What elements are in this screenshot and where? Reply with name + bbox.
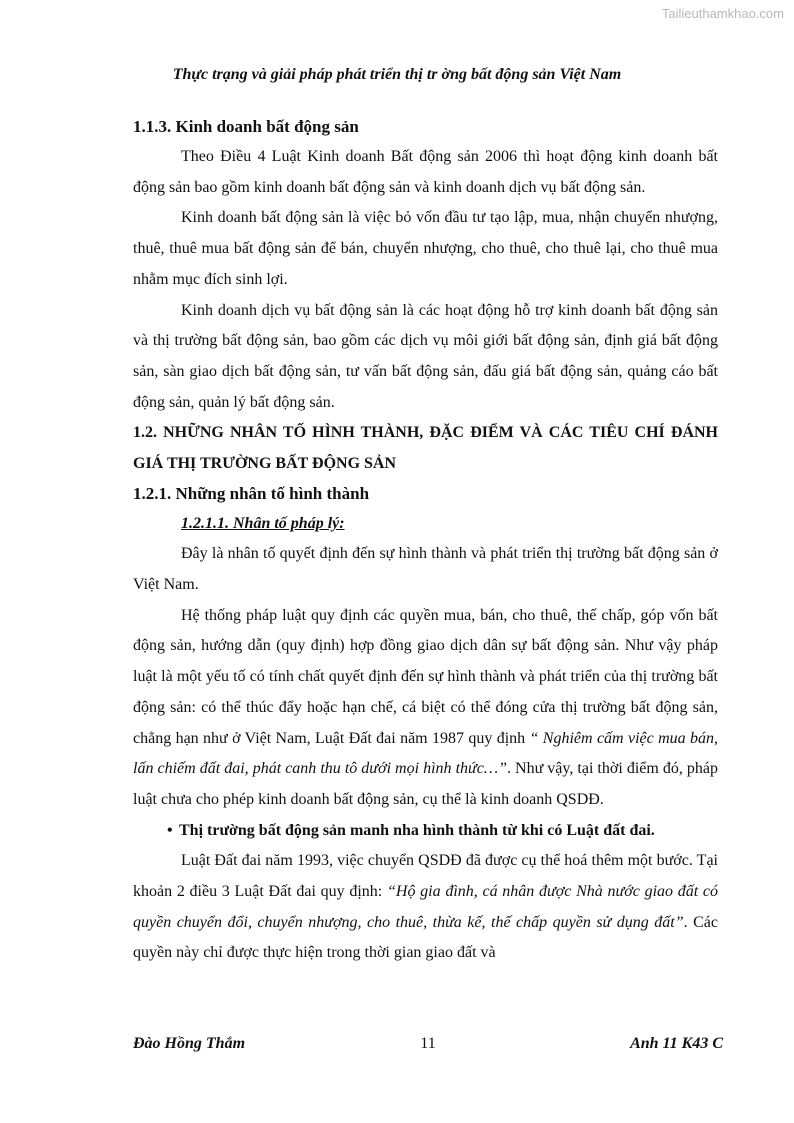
section-heading-1-2-1-1: 1.2.1.1. Nhân tố pháp lý: [181, 515, 345, 533]
page-footer [133, 1035, 723, 1059]
legal-quote: “ Nghiêm cấm việc mua bán, lấn chiếm đất đai, phát canh thu tô dưới mọi hình thức…” [133, 729, 719, 778]
footer-class: Anh 11 K43 C [630, 1035, 723, 1052]
legal-quote: “Hộ gia đình, cá nhân được Nhà nước giao đất có quyền chuyển đổi, chuyển nhượng, cho thuê, thừa kế, thế chấp quyền sử dụng đất” [133, 883, 719, 931]
paragraph-text: . Như vậy, tại thời điểm đó, pháp luật chưa cho phép kinh doanh bất động sản, cụ thể là kinh doanh QSDĐ. [133, 760, 718, 808]
footer-author: Đào Hồng Thắm [133, 1035, 246, 1052]
bullet-item [133, 816, 718, 847]
document-body [133, 112, 718, 969]
bullet-icon: • [167, 821, 173, 839]
page-number: 11 [420, 1035, 436, 1052]
paragraph-text: . Các quyền này chỉ được thực hiện trong thời gian giao đất và [133, 913, 718, 962]
paragraph [133, 601, 718, 816]
running-header: Thực trạng và giải pháp phát triển thị tr ờng bất động sản Việt Nam [172, 66, 622, 83]
paragraph: Kinh doanh bất động sản là việc bỏ vốn đầu tư tạo lập, mua, nhận chuyển nhượng, thuê, thuê mua bất động sản để bán, chuyển nhượng, cho thuê, cho thuê lại, cho thuê mua nhằm mục đích sinh lợi. [133, 209, 718, 288]
bullet-text: Thị trường bất động sản manh nha hình thành từ khi có Luật đất đai. [179, 821, 655, 839]
section-heading-1-1-3: 1.1.3. Kinh doanh bất động sản [133, 117, 359, 136]
paragraph-text: Hệ thống pháp luật quy định các quyền mua, bán, cho thuê, thế chấp, góp vốn bất động sản, hướng dẫn (quy định) hợp đồng giao dịch dân sự bất động sản. Như vậy pháp luật là một yếu tố có tính chất quyết định đến sự hình thành và phát triển của thị trường bất động sản: có thể thúc đẩy hoặc hạn chế, cá biệt có thể đóng cửa thị trường bất động sản, chẳng hạn như ở Việt Nam, Luật Đất đai năm 1987 quy định [133, 606, 718, 747]
section-heading-1-2: 1.2. NHỮNG NHÂN TỐ HÌNH THÀNH, ĐẶC ĐIỂM VÀ CÁC TIÊU CHÍ ĐÁNH GIÁ THỊ TRƯỜNG BẤT ĐỘNG SẢN [133, 424, 718, 472]
paragraph: Theo Điều 4 Luật Kinh doanh Bất động sản 2006 thì hoạt động kinh doanh bất động sản bao gồm kinh doanh bất động sản và kinh doanh dịch vụ bất động sản. [133, 148, 718, 196]
paragraph [133, 846, 718, 969]
paragraph-text: Luật Đất đai năm 1993, việc chuyển QSDĐ đã được cụ thể hoá thêm một bước. Tại khoản 2 điều 3 Luật Đất đai quy định: [133, 852, 718, 901]
paragraph: Đây là nhân tố quyết định đến sự hình thành và phát triển thị trường bất động sản ở Việt Nam. [133, 545, 718, 594]
paragraph: Kinh doanh dịch vụ bất động sản là các hoạt động hỗ trợ kinh doanh bất động sản và thị trường bất động sản, bao gồm các dịch vụ môi giới bất động sản, định giá bất động sản, sàn giao dịch bất động sản, tư vấn bất động sản, đấu giá bất động sản, quảng cáo bất động sản, quản lý bất động sản. [133, 301, 718, 411]
watermark: Tailieuthamkhao.com [661, 6, 784, 21]
section-heading-1-2-1: 1.2.1. Những nhân tố hình thành [133, 484, 370, 504]
